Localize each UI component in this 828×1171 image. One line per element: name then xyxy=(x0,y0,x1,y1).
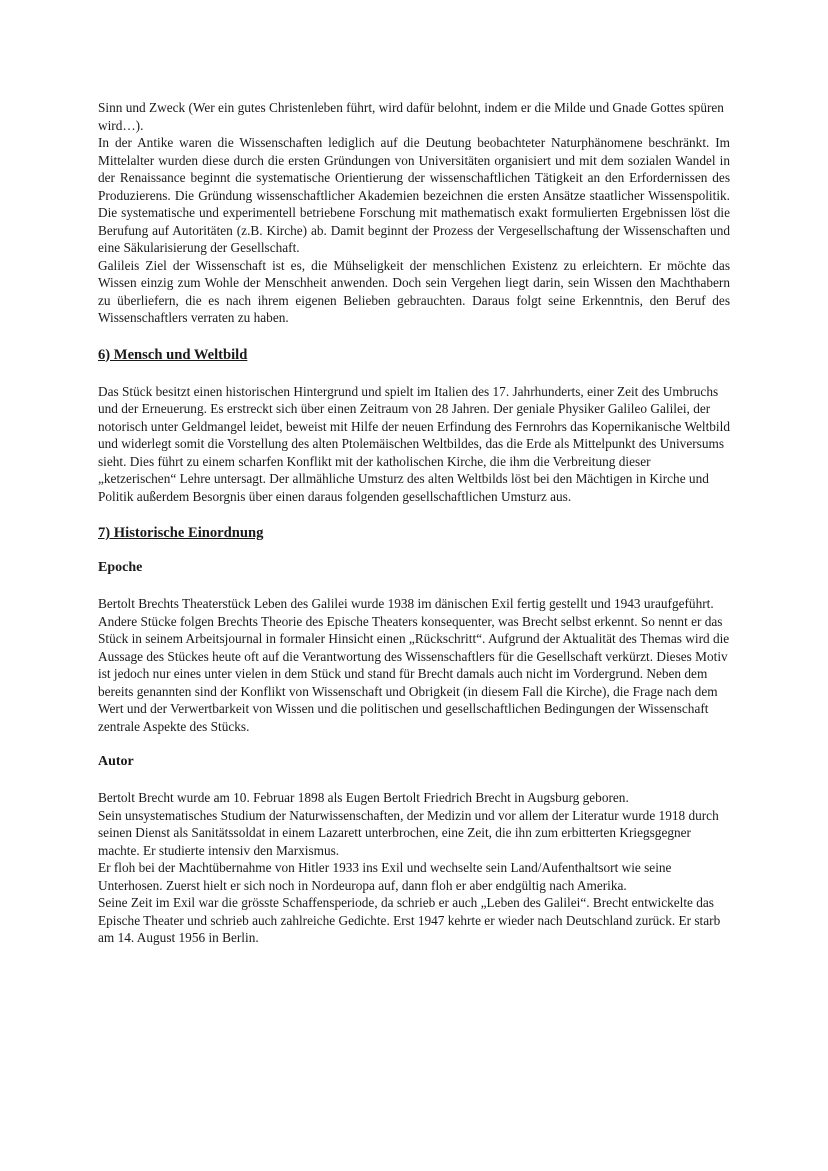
document-page xyxy=(98,99,730,947)
autor-paragraph-2: Sein unsystematisches Studium der Naturwissenschaften, der Medizin und vor allem der Literatur wurde 1918 durch seinen Dienst als Sanitätssoldat in einem Lazarett unterbrochen, eine Zeit, die ihn zum erbitterten Kriegsgegner machte. Er studierte intensiv den Marxismus. xyxy=(98,807,719,858)
section-6-paragraph: Das Stück besitzt einen historischen Hintergrund und spielt im Italien des 17. Jahrhunderts, einer Zeit des Umbruchs und der Erneuerung. Es erstreckt sich über einen Zeitraum von 28 Jahren. Der geniale Physiker Galileo Galilei, der notorisch unter Geldmangel leidet, beweist mit Hilfe der neuen Erfindung des Fernrohrs das Kopernikanische Weltbild und widerlegt somit die Vorstellung des alten Ptolemäischen Weltbildes, das die Erde als Mittelpunkt des Universums sieht. Dies führt zu einem scharfen Konflikt mit der katholischen Kirche, die ihm die Verbreitung dieser „ketzerischen“ Lehre untersagt. Der allmähliche Umsturz des alten Weltbilds löst bei den Mächtigen in Kirche und Politik außerdem Besorgnis über einen daraus folgenden gesellschaftlichen Umsturz aus. xyxy=(98,383,730,504)
autor-subheading: Autor xyxy=(98,754,134,769)
intro-paragraph-2: In der Antike waren die Wissenschaften lediglich auf die Deutung beobachteter Naturphänomene beschränkt. Im Mittelalter wurden diese durch die ersten Gründungen von Universitäten organisiert und mit dem sozialen Wandel in der Renaissance beginnt die systematische Orientierung der wissenschaftlichen Tätigkeit an den Erfordernissen des Produzierens. Die Gründung wissenschaftlicher Akademien bezeichnen die ersten Ansätze staatlicher Wissenspolitik. Die systematische und experimentell betriebene Forschung mit mathematisch exakt formulierten Ergebnissen löst die Berufung auf Autoritäten (z.B. Kirche) ab. Damit beginnt der Prozess der Vergesellschaftung der Wissenschaften und eine Säkularisierung der Gesellschaft. xyxy=(98,135,730,255)
autor-paragraph-3: Er floh bei der Machtübernahme von Hitler 1933 ins Exil und wechselte sein Land/Aufenthaltsort wie seine Unterhosen. Zuerst hielt er sich noch in Nordeuropa auf, dann floh er aber endgültig nach Amerika. xyxy=(98,860,672,893)
autor-paragraph-4: Seine Zeit im Exil war die grösste Schaffensperiode, da schrieb er auch „Leben des Galilei“. Brecht entwickelte das Epische Theater und schrieb auch zahlreiche Gedichte. Erst 1947 kehrte er wieder nach Deutschland zurück. Er starb am 14. August 1956 in Berlin. xyxy=(98,895,721,945)
epoche-subheading: Epoche xyxy=(98,560,143,575)
intro-paragraph-1: Sinn und Zweck (Wer ein gutes Christenleben führt, wird dafür belohnt, indem er die Milde und Gnade Gottes spüren wird…). xyxy=(98,100,724,133)
epoche-paragraph: Bertolt Brechts Theaterstück Leben des Galilei wurde 1938 im dänischen Exil fertig gestellt und 1943 uraufgeführt. Andere Stücke folgen Brechts Theorie des Epische Theaters konsequenter, was Brecht selbst erkennt. So nennt er das Stück in seinem Arbeitsjournal in formaler Hinsicht einen „Rückschritt“. Aufgrund der Aktualität des Themas wird die Aussage des Stückes heute oft auf die Verantwortung des Wissenschaftlers für die Gesellschaft verkürzt. Dieses Motiv ist jedoch nur eines unter vielen in dem Stück und stand für Brecht damals auch nicht im Vordergrund. Neben dem bereits genannten sind der Konflikt von Wissenschaft und Obrigkeit (in diesem Fall die Kirche), die Frage nach dem Wert und der Verwertbarkeit von Wissen und die politischen und gesellschaftlichen Bedingungen der Wissenschaft zentrale Aspekte des Stücks. xyxy=(98,596,730,734)
section-6-heading: 6) Mensch und Weltbild xyxy=(98,346,248,363)
intro-paragraph-3: Galileis Ziel der Wissenschaft ist es, die Mühseligkeit der menschlichen Existenz zu erleichtern. Er möchte das Wissen einzig zum Wohle der Menschheit anwenden. Doch sein Vergehen liegt darin, sein Wissen den Machthabern zu überliefern, die es nach ihrem eigenen Belieben gebrauchten. Daraus folgt seine Erkenntnis, den Beruf des Wissenschaftlers verraten zu haben. xyxy=(98,257,730,325)
autor-paragraph-1: Bertolt Brecht wurde am 10. Februar 1898 als Eugen Bertolt Friedrich Brecht in Augsburg geboren. xyxy=(98,790,629,805)
section-7-heading: 7) Historische Einordnung xyxy=(98,525,264,541)
